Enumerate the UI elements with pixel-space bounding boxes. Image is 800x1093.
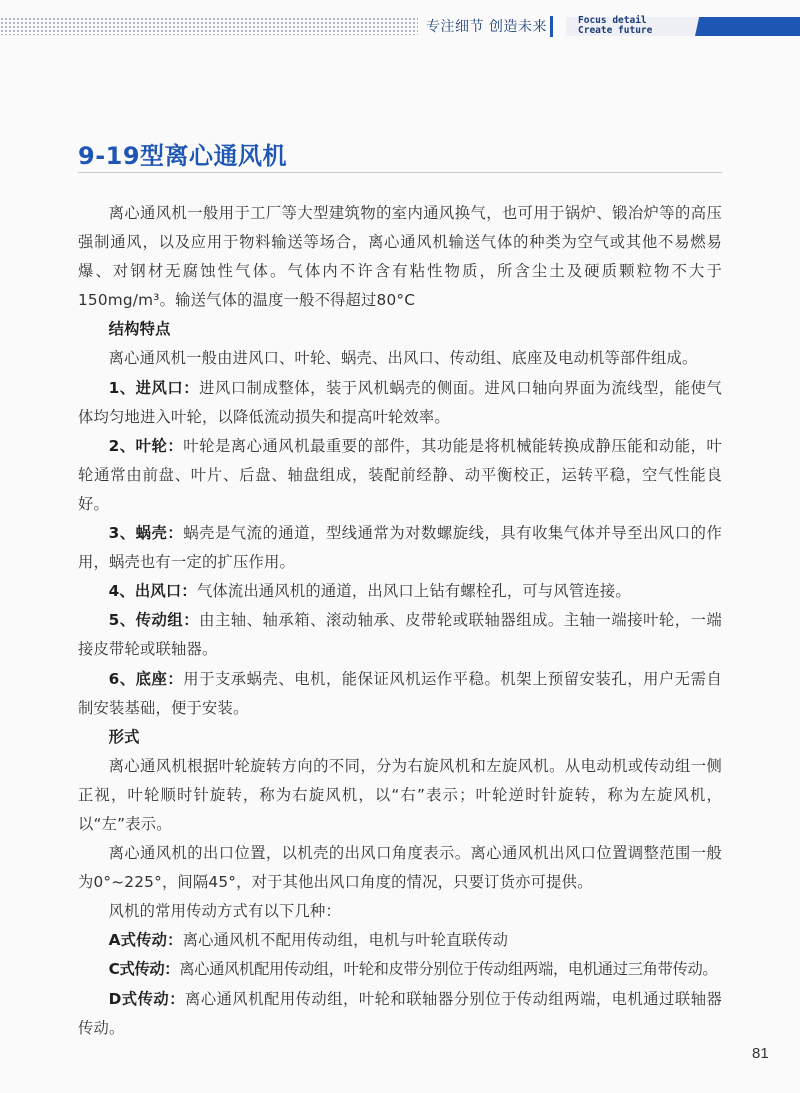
article-body bbox=[78, 199, 722, 1043]
slogan-english-line1: Focus detail bbox=[578, 15, 647, 26]
structure-intro: 离心通风机一般由进风口、叶轮、蜗壳、出风口、传动组、底座及电动机等部件组成。 bbox=[108, 349, 698, 368]
intro-paragraph: 离心通风机一般用于工厂等大型建筑物的室内通风换气，也可用于锅炉、锻冶炉等的高压强制通风，以及应用于物料输送等场合，离心通风机输送气体的种类为空气或其他不易燃易爆、对钢材无腐蚀性气体。气体内不许含有粘性物质，所含尘土及硬质颗粒物不大于150mg/m³。输送气体的温度一般不得超过80°C bbox=[78, 204, 722, 310]
form-paragraph-rotation: 离心通风机根据叶轮旋转方向的不同，分为右旋风机和左旋风机。从电动机或传动组一侧正视，叶轮顺时针旋转，称为右旋风机，以“右”表示；叶轮逆时针旋转，称为左旋风机，以“左”表示。 bbox=[78, 756, 722, 833]
header-blue-bar bbox=[695, 17, 800, 36]
form-paragraph-outlet-position: 离心通风机的出口位置，以机壳的出风口角度表示。离心通风机出风口位置调整范围一般为0°~225°，间隔45°，对于其他出风口角度的情况，只要订货亦可提供。 bbox=[78, 844, 722, 892]
drive-head: C式传动： bbox=[108, 960, 180, 979]
structure-item-drive bbox=[78, 606, 722, 664]
drive-type-c bbox=[78, 955, 722, 984]
drive-body: 离心通风机配用传动组，叶轮和皮带分别位于传动组两端，电机通过三角带传动。 bbox=[179, 960, 718, 979]
drive-type-d bbox=[78, 985, 722, 1043]
form-paragraph-drive-intro: 风机的常用传动方式有以下几种： bbox=[108, 902, 342, 921]
structure-item-outlet bbox=[78, 577, 722, 606]
item-head: 2、叶轮： bbox=[108, 436, 184, 455]
dot-pattern-decoration bbox=[0, 17, 418, 35]
item-head: 4、出风口： bbox=[108, 582, 197, 601]
drive-head: D式传动： bbox=[108, 989, 186, 1008]
slogan-chinese: 专注细节 创造未来 bbox=[426, 19, 547, 35]
structure-item-base bbox=[78, 665, 722, 723]
structure-item-inlet bbox=[78, 374, 722, 432]
slogan-english-line2: Create future bbox=[578, 25, 653, 36]
header-separator bbox=[550, 16, 553, 37]
item-head: 6、底座： bbox=[108, 669, 184, 688]
item-body: 叶轮是离心通风机最重要的部件，其功能是将机械能转换成静压能和动能，叶轮通常由前盘、叶片、后盘、轴盘组成，装配前经静、动平衡校正，运转平稳，空气性能良好。 bbox=[78, 436, 722, 513]
item-body: 由主轴、轴承箱、滚动轴承、皮带轮或联轴器组成。主轴一端接叶轮，一端接皮带轮或联轴器。 bbox=[78, 611, 722, 659]
drive-head: A式传动： bbox=[108, 931, 183, 950]
title-divider bbox=[78, 172, 722, 173]
page-title: 9-19型离心通风机 bbox=[78, 142, 288, 170]
form-heading: 形式 bbox=[108, 727, 140, 746]
drive-body: 离心通风机不配用传动组，电机与叶轮直联传动 bbox=[182, 931, 509, 950]
item-body: 蜗壳是气流的通道，型线通常为对数螺旋线，具有收集气体并导至出风口的作用，蜗壳也有一定的扩压作用。 bbox=[78, 524, 722, 572]
item-body: 用于支承蜗壳、电机，能保证风机运作平稳。机架上预留安装孔，用户无需自制安装基础，便于安装。 bbox=[78, 669, 722, 717]
structure-item-volute bbox=[78, 519, 722, 577]
drive-type-a bbox=[78, 926, 722, 955]
item-body: 进风口制成整体，装于风机蜗壳的侧面。进风口轴向界面为流线型，能使气体均匀地进入叶轮，以降低流动损失和提高叶轮效率。 bbox=[78, 378, 722, 426]
item-body: 气体流出通风机的通道，出风口上钻有螺栓孔，可与风管连接。 bbox=[196, 582, 631, 601]
slogan-english bbox=[578, 16, 688, 38]
drive-body: 离心通风机配用传动组，叶轮和联轴器分别位于传动组两端，电机通过联轴器传动。 bbox=[78, 989, 722, 1037]
item-head: 3、蜗壳： bbox=[108, 524, 184, 543]
structure-heading: 结构特点 bbox=[108, 320, 171, 339]
item-head: 1、进风口： bbox=[108, 378, 200, 397]
structure-item-impeller bbox=[78, 432, 722, 519]
page-header bbox=[0, 0, 800, 42]
page-number: 81 bbox=[752, 1045, 769, 1062]
item-head: 5、传动组： bbox=[108, 611, 200, 630]
